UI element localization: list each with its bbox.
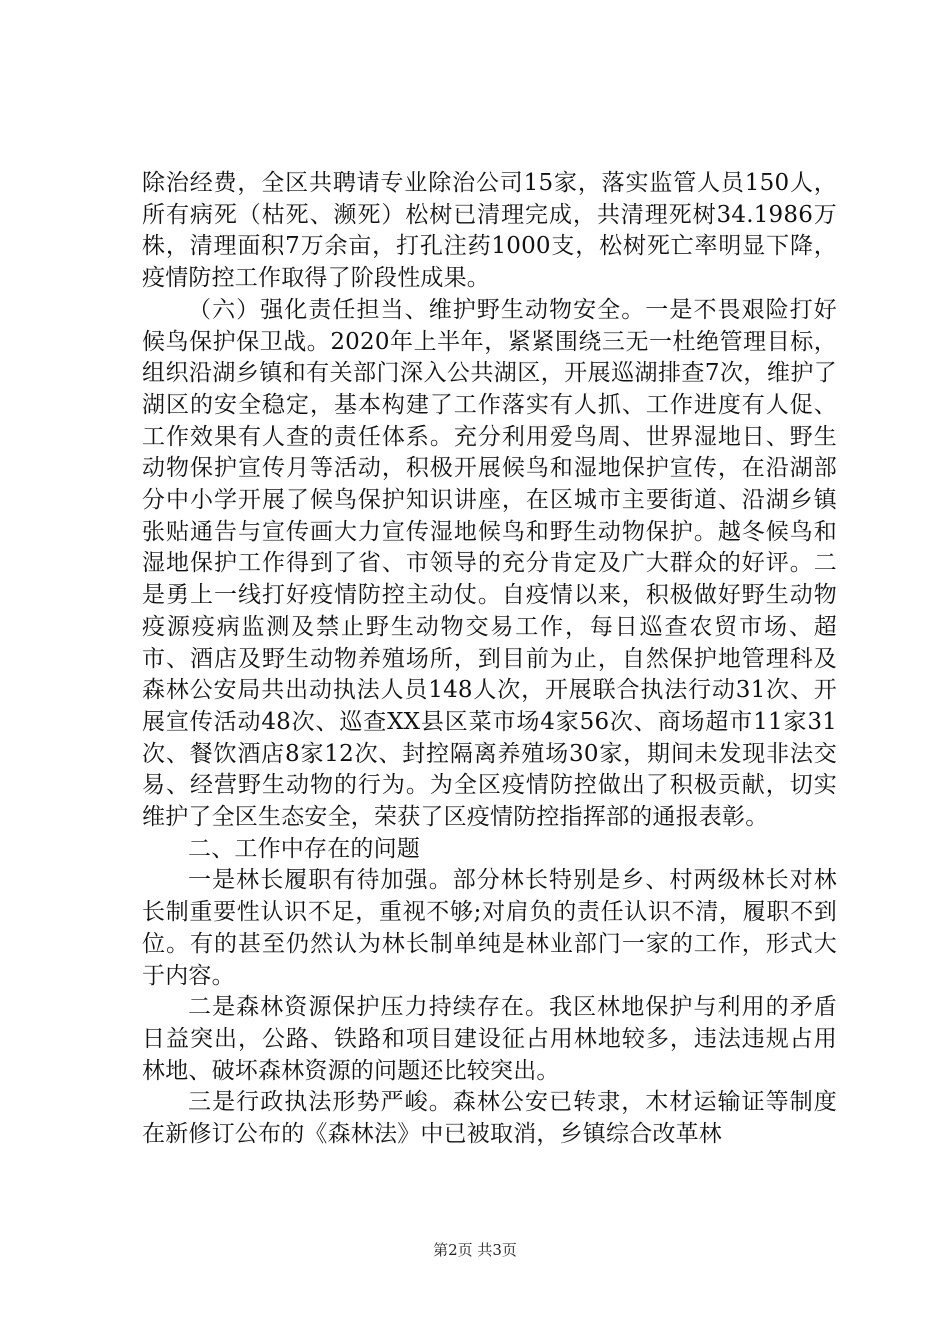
- paragraph-3: 一是林长履职有待加强。部分林长特别是乡、村两级林长对林长制重要性认识不足，重视不够;对肩负的责任认识不清，履职不到位。有的甚至仍然认为林长制单纯是林业部门一家的工作，形式大于内容。: [142, 867, 837, 989]
- page-number-footer: 第2页 共3页: [433, 1241, 517, 1259]
- paragraph-5: 三是行政执法形势严峻。森林公安已转隶，木材运输证等制度在新修订公布的《森林法》中已被取消，乡镇综合改革林: [142, 1089, 837, 1148]
- document-body: [142, 168, 837, 1151]
- paragraph-4: 二是森林资源保护压力持续存在。我区林地保护与利用的矛盾日益突出，公路、铁路和项目建设征占用林地较多，违法违规占用林地、破坏森林资源的问题还比较突出。: [142, 994, 837, 1084]
- paragraph-1: 除治经费，全区共聘请专业除治公司15家，落实监管人员150人，所有病死（枯死、濒死）松树已清理完成，共清理死树34.1986万株，清理面积7万余亩，打孔注药1000支，松树死亡率明显下降，疫情防控工作取得了阶段性成果。: [142, 170, 837, 292]
- section-heading: 二、工作中存在的问题: [188, 835, 420, 862]
- paragraph-2: （六）强化责任担当、维护野生动物安全。一是不畏艰险打好候鸟保护保卫战。2020年上半年，紧紧围绕三无一杜绝管理目标，组织沿湖乡镇和有关部门深入公共湖区，开展巡湖排查7次，维护了湖区的安全稳定，基本构建了工作落实有人抓、工作进度有人促、工作效果有人查的责任体系。充分利用爱鸟周、世界湿地日、野生动物保护宣传月等活动，积极开展候鸟和湿地保护宣传，在沿湖部分中小学开展了候鸟保护知识讲座，在区城市主要街道、沿湖乡镇张贴通告与宣传画大力宣传湿地候鸟和野生动物保护。越冬候鸟和湿地保护工作得到了省、市领导的充分肯定及广大群众的好评。二是勇上一线打好疫情防控主动仗。自疫情以来，积极做好野生动物疫源疫病监测及禁止野生动物交易工作，每日巡查农贸市场、超市、酒店及野生动物养殖场所，到目前为止，自然保护地管理科及森林公安局共出动执法人员148人次，开展联合执法行动31次、开展宣传活动48次、巡查XX县区菜市场4家56次、商场超市11家31次、餐饮酒店8家12次、封控隔离养殖场30家，期间未发现非法交易、经营野生动物的行为。为全区疫情防控做出了积极贡献，切实维护了全区生态安全，荣获了区疫情防控指挥部的通报表彰。: [142, 296, 837, 831]
